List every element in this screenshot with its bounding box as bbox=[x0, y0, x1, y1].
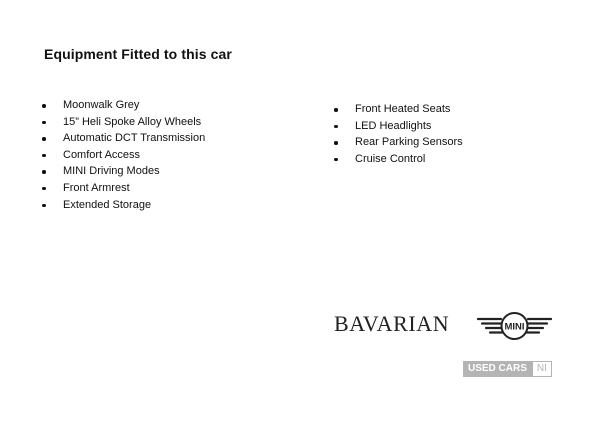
mini-logo-icon bbox=[477, 311, 552, 341]
list-item: Moonwalk Grey bbox=[42, 97, 205, 114]
list-item: Comfort Access bbox=[42, 147, 205, 164]
list-item: Automatic DCT Transmission bbox=[42, 130, 205, 147]
equipment-list-right bbox=[334, 101, 463, 167]
mini-logo-text: MINI bbox=[504, 321, 525, 333]
used-cars-label: USED CARS bbox=[463, 361, 532, 377]
equipment-list-left bbox=[42, 97, 205, 213]
list-item: Front Heated Seats bbox=[334, 101, 463, 118]
page-title: Equipment Fitted to this car bbox=[44, 46, 232, 62]
list-item: MINI Driving Modes bbox=[42, 163, 205, 180]
used-cars-badge bbox=[463, 361, 552, 377]
list-item: LED Headlights bbox=[334, 118, 463, 135]
ni-label: NI bbox=[532, 361, 552, 377]
list-item: Rear Parking Sensors bbox=[334, 134, 463, 151]
list-item: 15” Heli Spoke Alloy Wheels bbox=[42, 114, 205, 131]
list-item: Cruise Control bbox=[334, 151, 463, 168]
list-item: Extended Storage bbox=[42, 197, 205, 214]
list-item: Front Armrest bbox=[42, 180, 205, 197]
dealer-name: BAVARIAN bbox=[334, 311, 450, 336]
